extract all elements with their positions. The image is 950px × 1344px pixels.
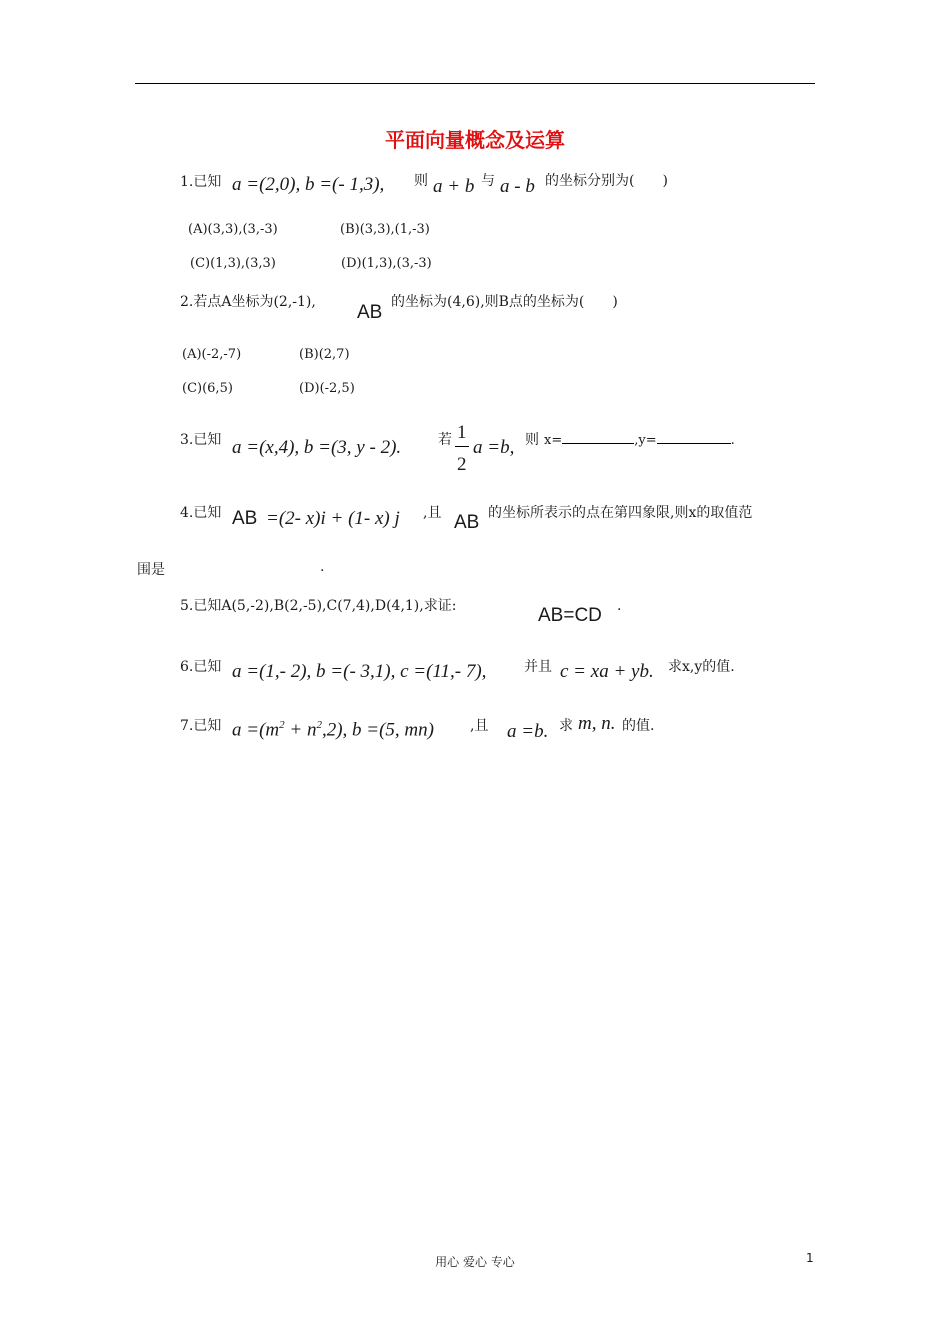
q3-answer-line [544, 431, 735, 448]
q4-tail: 的坐标所表示的点在第四象限,则x的取值范 [488, 505, 753, 521]
q1-expr2: a + b [433, 176, 475, 197]
q7-expr2: a =b. [507, 721, 549, 742]
q6-expr2: c = xa + yb. [560, 661, 654, 682]
q3-expr: a =(x,4), b =(3, y - 2). [232, 437, 402, 458]
header-rule [135, 83, 815, 84]
q3-y-label: ,y= [634, 433, 657, 448]
q2-option-d: (D)(-2,5) [299, 381, 355, 396]
q6-expr: a =(1,- 2), b =(- 3,1), c =(11,- 7), [232, 661, 487, 682]
q7-expr-a: a =(m [232, 719, 280, 741]
q7-qiu: 求 [559, 718, 573, 734]
page-number: 1 [806, 1251, 814, 1265]
q2-vector-ab: AB [357, 302, 383, 323]
q4-end: . [320, 559, 325, 575]
q2-option-a: (A)(-2,-7) [182, 347, 242, 362]
q1-ze: 则 [414, 173, 428, 189]
q3-fraction-denominator: 2 [457, 454, 467, 475]
q1-option-b: (B)(3,3),(1,-3) [340, 222, 430, 237]
q3-x-label: x= [544, 433, 563, 448]
page-title: 平面向量概念及运算 [385, 128, 565, 152]
q1-tail: 的坐标分别为( ) [545, 173, 668, 189]
q3-y-blank[interactable] [657, 431, 731, 444]
q1-expr1: a =(2,0), b =(- 1,3), [232, 174, 385, 195]
q6-label: 6.已知 [180, 659, 222, 675]
q5-label: 5.已知A(5,-2),B(2,-5),C(7,4),D(4,1),求证: [180, 598, 457, 614]
q2-label: 2.若点A坐标为(2,-1), [180, 294, 316, 310]
q3-fraction-numerator: 1 [457, 422, 467, 443]
q1-option-d: (D)(1,3),(3,-3) [341, 256, 432, 271]
q1-expr3: a - b [500, 176, 535, 197]
q5-expr: AB=CD [538, 605, 602, 626]
q3-ruo: 若 [438, 432, 452, 448]
q4-label: 4.已知 [180, 505, 222, 521]
q3-ze: 则 [525, 432, 539, 448]
q7-sup-1: 2 [279, 719, 285, 731]
q7-expr [232, 719, 434, 741]
q1-option-c: (C)(1,3),(3,3) [190, 256, 276, 271]
q5-end: . [617, 598, 622, 614]
q1-yu: 与 [481, 173, 495, 189]
q4-line2: 围是 [137, 562, 165, 578]
q1-label: 1.已知 [180, 174, 222, 190]
q7-expr-b: + n [284, 719, 317, 741]
q3-label: 3.已知 [180, 432, 222, 448]
q4-vector-ab-2: AB [454, 512, 480, 533]
q6-bing: 并且 [524, 659, 552, 675]
q7-sup-2: 2 [316, 719, 322, 731]
q3-x-blank[interactable] [562, 431, 634, 444]
q2-option-b: (B)(2,7) [299, 347, 350, 362]
q3-expr2: a =b, [473, 437, 515, 458]
q3-fraction-bar [455, 446, 469, 447]
q7-label: 7.已知 [180, 718, 222, 734]
q3-end: . [730, 433, 735, 448]
q7-expr-c: ,2), b =(5, mn) [321, 719, 434, 741]
q7-tail: 的值. [622, 718, 655, 734]
footer-slogan: 用心 爱心 专心 [435, 1255, 515, 1269]
q1-option-a: (A)(3,3),(3,-3) [188, 222, 278, 237]
q4-qie: ,且 [423, 505, 442, 521]
q7-qie: ,且 [470, 718, 489, 734]
q7-expr3: m, n. [578, 713, 616, 734]
q2-tail: 的坐标为(4,6),则B点的坐标为( ) [391, 294, 618, 310]
q4-vector-ab: AB [232, 508, 258, 529]
q6-tail: 求x,y的值. [668, 659, 735, 675]
q2-option-c: (C)(6,5) [182, 381, 233, 396]
q4-expr: =(2- x)i + (1- x) j [266, 508, 400, 529]
